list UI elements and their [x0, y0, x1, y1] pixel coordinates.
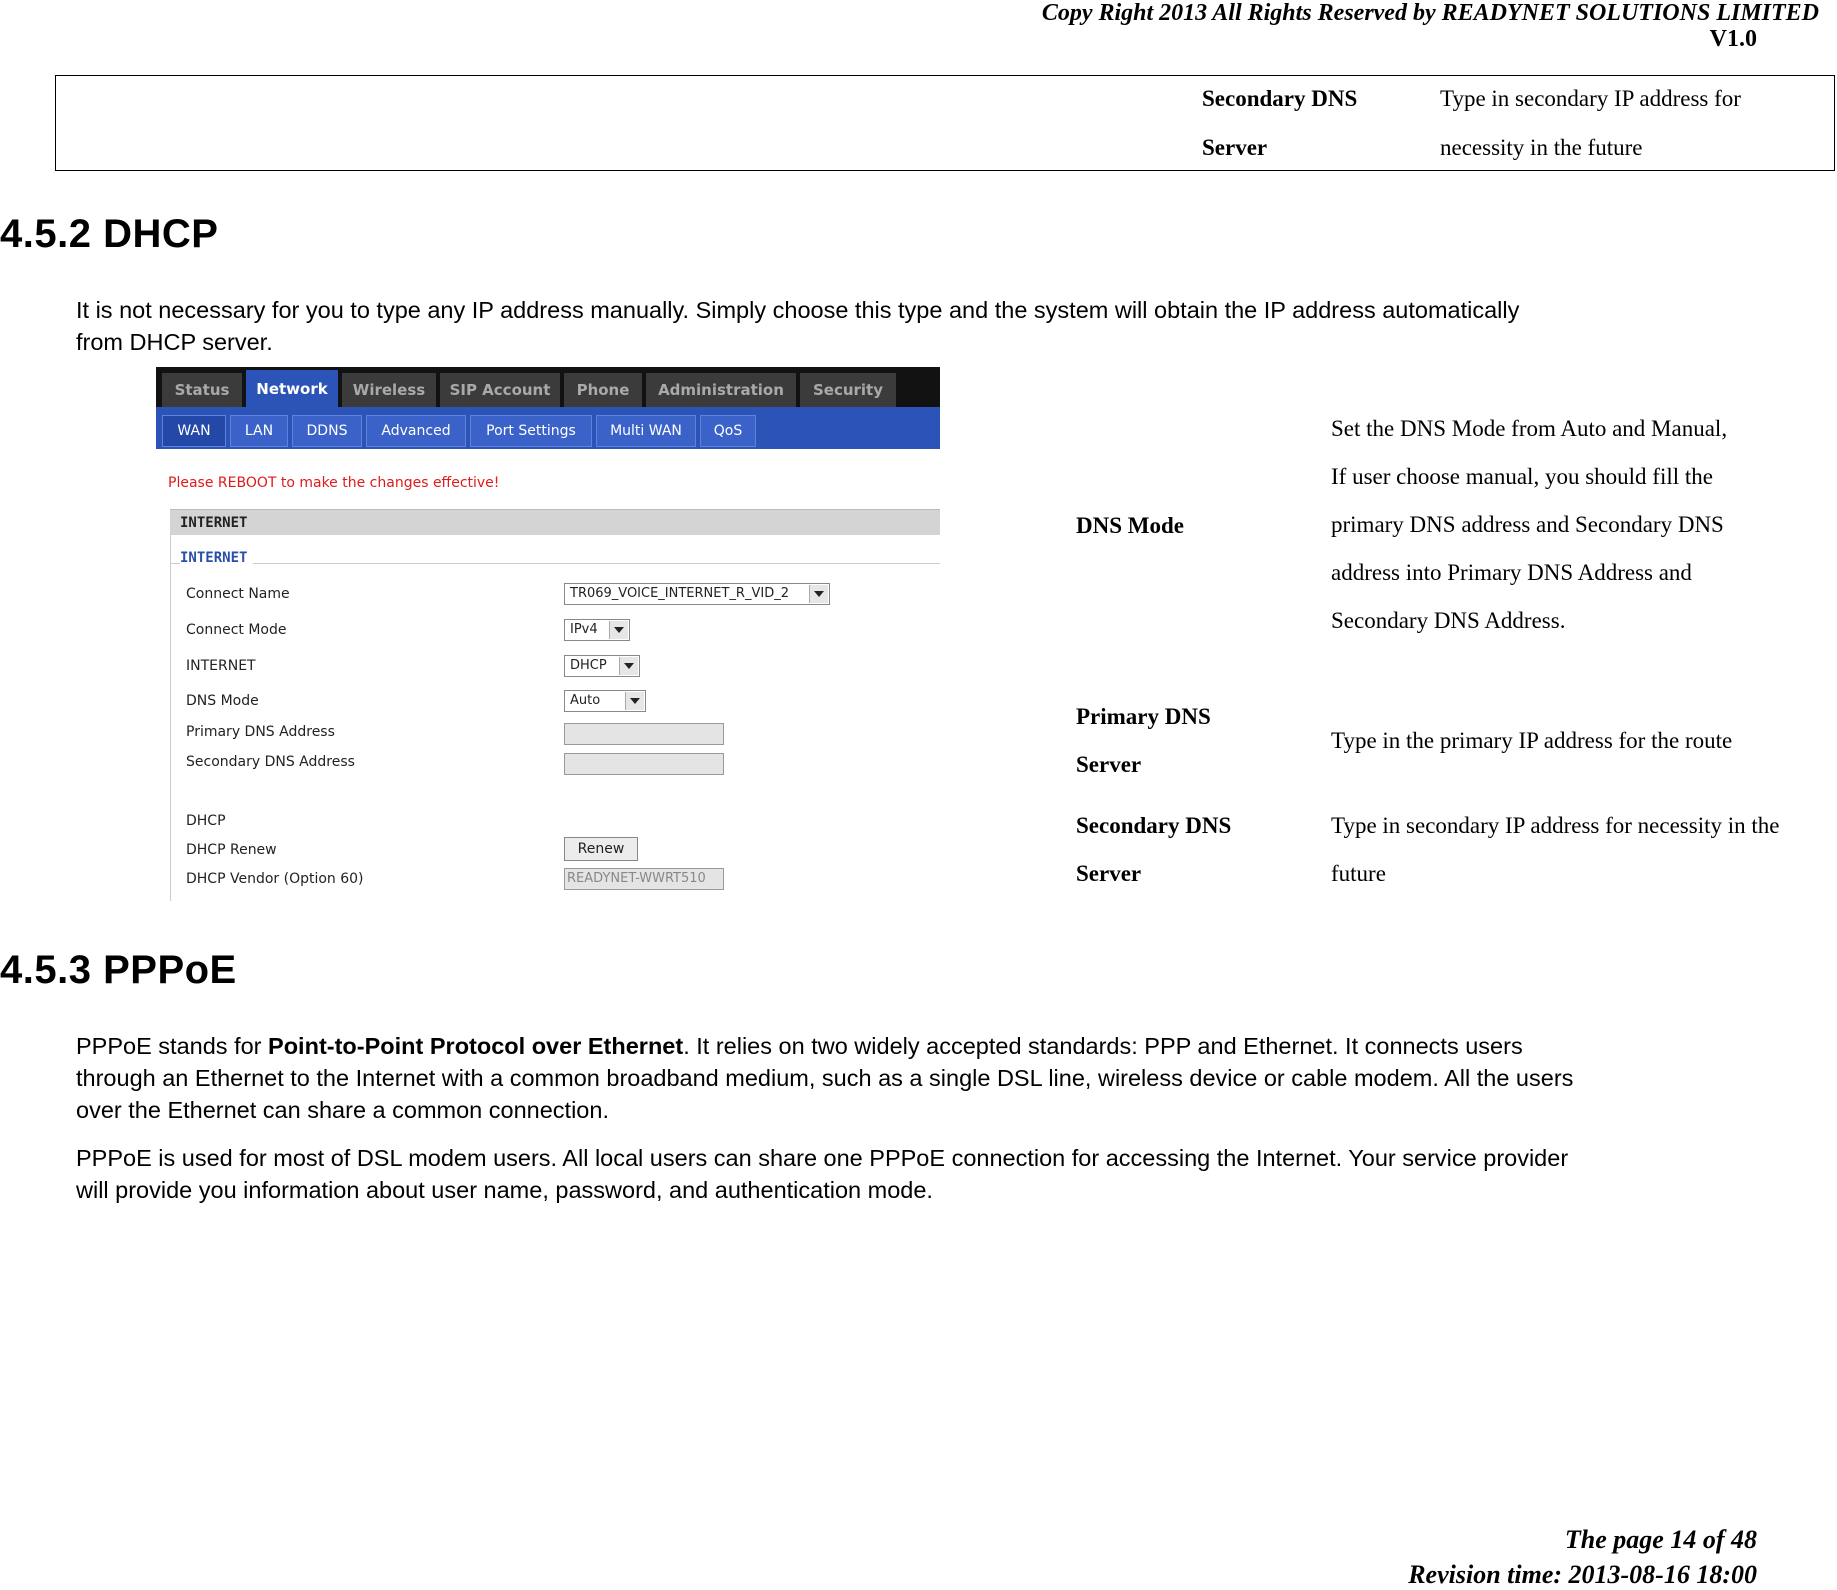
- section-title-dhcp: 4.5.2 DHCP: [0, 212, 219, 256]
- sub-nav: [156, 407, 940, 449]
- subtab-multi-wan[interactable]: Multi WAN: [596, 415, 696, 447]
- tab-status[interactable]: Status: [162, 373, 242, 407]
- chevron-down-icon: [619, 657, 638, 675]
- subtab-ddns[interactable]: DDNS: [292, 415, 362, 447]
- subtab-wan[interactable]: WAN: [162, 415, 226, 447]
- tab-network[interactable]: Network: [246, 370, 338, 407]
- connect-name-value: TR069_VOICE_INTERNET_R_VID_2: [570, 586, 789, 601]
- pppoe-p1-bold: Point-to-Point Protocol over Ethernet: [268, 1033, 684, 1059]
- primary-dns-label: Primary DNS Address: [186, 724, 335, 740]
- dhcp-renew-label: DHCP Renew: [186, 842, 277, 858]
- subtab-lan[interactable]: LAN: [230, 415, 288, 447]
- chevron-down-icon: [609, 621, 628, 639]
- connect-mode-select[interactable]: [564, 619, 630, 641]
- desc-primary-text: Type in the primary IP address for the route: [1331, 728, 1733, 753]
- version-label: V1.0: [1709, 26, 1757, 52]
- pppoe-p1-line3: over the Ethernet can share a common connection.: [76, 1097, 609, 1123]
- dhcp-paragraph-line2: from DHCP server.: [76, 329, 273, 355]
- fieldset-legend: INTERNET: [180, 550, 253, 566]
- tab-security[interactable]: Security: [800, 373, 896, 407]
- connect-mode-value: IPv4: [570, 622, 598, 637]
- renew-button[interactable]: Renew: [564, 837, 638, 861]
- pppoe-p1-line1: [76, 1030, 1816, 1062]
- primary-dns-input[interactable]: [564, 723, 724, 745]
- pppoe-p1-prefix: PPPoE stands for: [76, 1033, 269, 1059]
- desc-primary-label-line1: Primary DNS: [1076, 704, 1211, 729]
- tab-wireless[interactable]: Wireless: [342, 373, 436, 407]
- fieldset-line: [170, 563, 940, 564]
- internet-label: INTERNET: [186, 658, 256, 674]
- desc-dns-mode-line4: address into Primary DNS Address and: [1331, 560, 1692, 585]
- top-nav: [156, 367, 940, 407]
- secondary-dns-label: Secondary DNS Address: [186, 754, 355, 770]
- pppoe-p2-line1: PPPoE is used for most of DSL modem users. All local users can share one PPPoE connection for accessing the Internet. Your service provider: [76, 1145, 1569, 1171]
- dns-mode-label: DNS Mode: [186, 693, 259, 709]
- internet-value: DHCP: [570, 658, 607, 673]
- desc-secondary-text-line1: Type in secondary IP address for necessity in the: [1331, 813, 1780, 838]
- subtab-advanced[interactable]: Advanced: [366, 415, 466, 447]
- top-table-desc-line2: necessity in the future: [1440, 135, 1643, 160]
- top-table-label-line2: Server: [1202, 135, 1268, 160]
- internet-section-bar: INTERNET: [170, 509, 940, 535]
- subtab-qos[interactable]: QoS: [700, 415, 756, 447]
- dhcp-paragraph-line1: It is not necessary for you to type any IP address manually. Simply choose this type and the system will obtain the IP address automatically: [76, 297, 1520, 323]
- top-table-label-line1: Secondary DNS: [1202, 86, 1358, 111]
- subtab-port-settings[interactable]: Port Settings: [470, 415, 592, 447]
- revision-time: Revision time: 2013-08-16 18:00: [1408, 1560, 1757, 1589]
- section-title-pppoe: 4.5.3 PPPoE: [0, 948, 237, 992]
- tab-administration[interactable]: Administration: [646, 373, 796, 407]
- desc-dns-mode-line1: Set the DNS Mode from Auto and Manual,: [1331, 416, 1728, 441]
- dns-mode-value: Auto: [570, 693, 601, 708]
- connect-mode-label: Connect Mode: [186, 622, 287, 638]
- desc-secondary-text-line2: future: [1331, 861, 1386, 886]
- connect-name-select[interactable]: [564, 583, 830, 605]
- dhcp-vendor-label: DHCP Vendor (Option 60): [186, 871, 364, 887]
- fieldset-border: [170, 535, 171, 901]
- internet-select[interactable]: [564, 655, 640, 677]
- desc-dns-mode-line3: primary DNS address and Secondary DNS: [1331, 512, 1724, 537]
- router-screenshot: [156, 367, 940, 901]
- tab-sip-account[interactable]: SIP Account: [440, 373, 560, 407]
- copyright-header: Copy Right 2013 All Rights Reserved by READYNET SOLUTIONS LIMITED: [1041, 0, 1819, 26]
- desc-dns-mode-label: DNS Mode: [1076, 513, 1184, 538]
- chevron-down-icon: [809, 585, 828, 603]
- dhcp-vendor-input[interactable]: READYNET-WWRT510: [564, 868, 724, 890]
- top-table-desc-line1: Type in secondary IP address for: [1440, 86, 1741, 111]
- pppoe-p1-rest: . It relies on two widely accepted standards: PPP and Ethernet. It connects users: [683, 1033, 1523, 1059]
- chevron-down-icon: [625, 692, 644, 710]
- dhcp-label: DHCP: [186, 813, 226, 829]
- connect-name-label: Connect Name: [186, 586, 290, 602]
- reboot-notice: Please REBOOT to make the changes effective!: [168, 475, 500, 491]
- desc-secondary-label-line1: Secondary DNS: [1076, 813, 1232, 838]
- desc-dns-mode-line5: Secondary DNS Address.: [1331, 608, 1566, 633]
- pppoe-p1-line2: through an Ethernet to the Internet with a common broadband medium, such as a single DSL line, wireless device or cable modem. All the users: [76, 1065, 1574, 1091]
- secondary-dns-input[interactable]: [564, 753, 724, 775]
- tab-phone[interactable]: Phone: [564, 373, 642, 407]
- desc-secondary-label-line2: Server: [1076, 861, 1142, 886]
- desc-dns-mode-line2: If user choose manual, you should fill the: [1331, 464, 1713, 489]
- page-number: The page 14 of 48: [1564, 1525, 1757, 1554]
- pppoe-p2-line2: will provide you information about user name, password, and authentication mode.: [76, 1177, 933, 1203]
- desc-primary-label-line2: Server: [1076, 752, 1142, 777]
- dns-mode-select[interactable]: [564, 690, 646, 712]
